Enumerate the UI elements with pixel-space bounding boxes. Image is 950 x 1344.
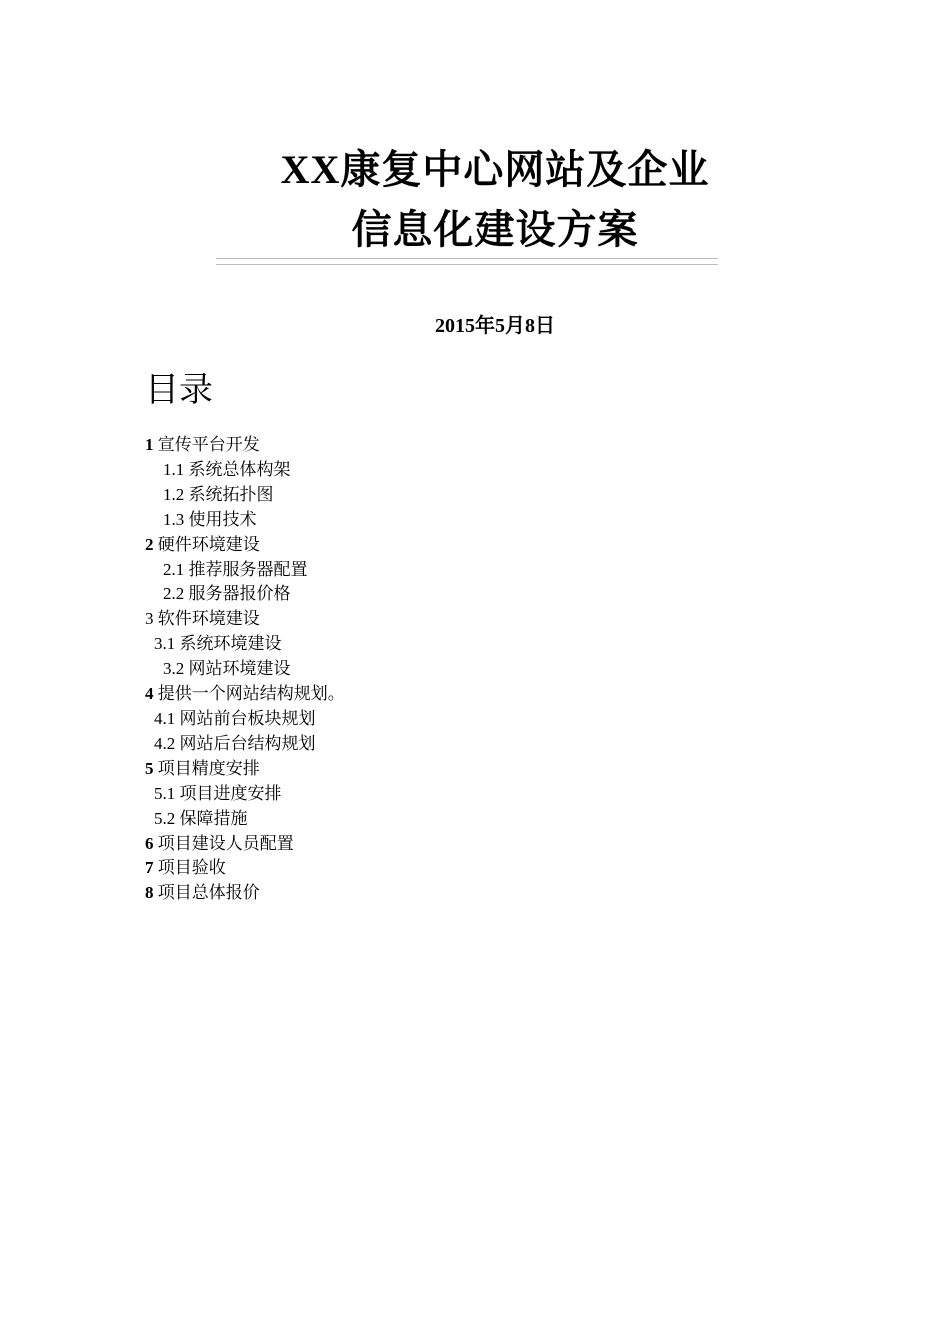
toc-entry[interactable]: [145, 558, 345, 583]
toc-entry-label: 硬件环境建设: [157, 534, 260, 554]
toc-entry[interactable]: [145, 782, 345, 807]
toc-entry-number: 3.1: [154, 634, 176, 654]
toc-entry-number: 6: [145, 833, 154, 853]
toc-entry-label: 项目建设人员配置: [157, 833, 294, 853]
toc-entry-number: 4.1: [154, 708, 176, 728]
toc-entry[interactable]: [145, 607, 345, 632]
title-line-1: XX康复中心网站及企业: [280, 147, 710, 192]
toc-entry-label: 软件环境建设: [157, 609, 260, 629]
toc-entry-label: 服务器报价格: [188, 584, 291, 604]
title-line-2: 信息化建设方案: [351, 207, 639, 252]
toc-entry-number: 1: [145, 435, 154, 454]
toc-entry-label: 保障措施: [179, 808, 248, 828]
toc-entry-number: 5: [145, 758, 154, 778]
toc-entry[interactable]: [145, 433, 345, 458]
toc-entry[interactable]: [145, 732, 345, 757]
toc-entry-label: 使用技术: [188, 509, 257, 529]
document-date: 2015年5月8日: [435, 315, 555, 337]
toc-entry-label: 推荐服务器配置: [188, 559, 308, 579]
toc-entry-label: 网站后台结构规划: [179, 733, 316, 753]
toc-entry-number: 1.2: [163, 484, 185, 504]
toc-entry-label: 系统总体构架: [188, 459, 291, 479]
toc-entry-label: 项目验收: [157, 858, 226, 878]
toc-entry-label: 系统环境建设: [179, 634, 282, 654]
toc-entry-number: 2.1: [163, 559, 185, 579]
title-divider: [216, 258, 718, 265]
table-of-contents: [145, 433, 345, 906]
toc-entry-label: 项目进度安排: [179, 783, 282, 803]
toc-entry[interactable]: [145, 807, 345, 832]
toc-entry[interactable]: [145, 458, 345, 483]
toc-entry-number: 4.2: [154, 733, 176, 753]
toc-entry[interactable]: [145, 757, 345, 782]
toc-entry-label: 项目精度安排: [157, 758, 260, 778]
toc-entry-number: 1.1: [163, 459, 185, 479]
toc-entry[interactable]: [145, 582, 345, 607]
document-title: [0, 140, 950, 260]
toc-entry-number: 7: [145, 858, 154, 878]
toc-heading: 目录: [145, 370, 213, 410]
toc-entry[interactable]: [145, 657, 345, 682]
toc-entry[interactable]: [145, 483, 345, 508]
toc-entry[interactable]: [145, 707, 345, 732]
toc-entry-number: 4: [145, 684, 154, 704]
toc-entry[interactable]: [145, 856, 345, 881]
toc-entry-number: 2.2: [163, 584, 185, 604]
toc-entry[interactable]: [145, 832, 345, 857]
toc-entry-number: 2: [145, 534, 154, 554]
toc-entry-number: 5.2: [154, 808, 176, 828]
toc-entry[interactable]: [145, 881, 345, 906]
toc-entry-number: 1.3: [163, 509, 185, 529]
toc-entry-label: 网站环境建设: [188, 659, 291, 679]
toc-entry-label: 网站前台板块规划: [179, 708, 316, 728]
toc-entry[interactable]: [145, 632, 345, 657]
toc-entry-number: 3: [145, 609, 154, 629]
toc-entry-label: 项目总体报价: [157, 883, 260, 903]
toc-entry-label: 系统拓扑图: [188, 484, 274, 504]
toc-entry[interactable]: [145, 682, 345, 707]
toc-entry-number: 5.1: [154, 783, 176, 803]
toc-entry[interactable]: [145, 533, 345, 558]
toc-entry-label: 宣传平台开发: [157, 435, 260, 454]
toc-entry-number: 8: [145, 883, 154, 903]
toc-entry-number: 3.2: [163, 659, 185, 679]
toc-entry[interactable]: [145, 508, 345, 533]
toc-entry-label: 提供一个网站结构规划。: [157, 684, 345, 704]
